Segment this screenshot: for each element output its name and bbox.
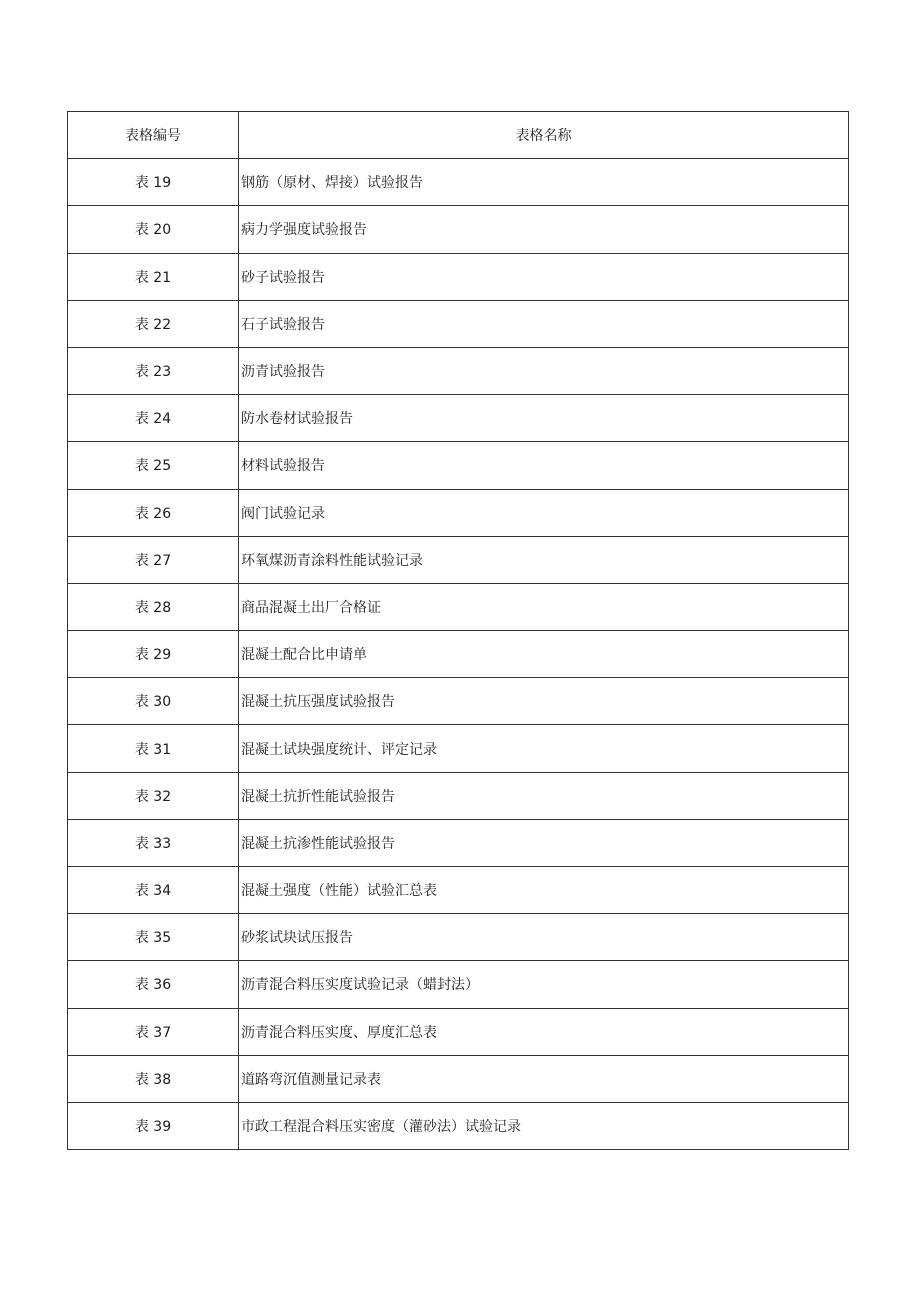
form-name: 环氧煤沥青涂料性能试验记录 — [239, 536, 849, 583]
form-number: 表 23 — [68, 347, 239, 394]
table-row — [68, 1008, 849, 1055]
form-number: 表 27 — [68, 536, 239, 583]
header-form-name: 表格名称 — [239, 112, 849, 159]
form-name: 防水卷材试验报告 — [239, 395, 849, 442]
form-number: 表 35 — [68, 914, 239, 961]
table-row — [68, 772, 849, 819]
form-number: 表 24 — [68, 395, 239, 442]
form-number: 表 32 — [68, 772, 239, 819]
form-number: 表 20 — [68, 206, 239, 253]
form-name: 混凝土试块强度统计、评定记录 — [239, 725, 849, 772]
form-name: 病力学强度试验报告 — [239, 206, 849, 253]
table-row — [68, 347, 849, 394]
table-row — [68, 914, 849, 961]
form-number: 表 31 — [68, 725, 239, 772]
form-name: 沥青混合料压实度试验记录（蜡封法） — [239, 961, 849, 1008]
form-number: 表 38 — [68, 1055, 239, 1102]
form-name: 材料试验报告 — [239, 442, 849, 489]
form-number: 表 28 — [68, 583, 239, 630]
table-row — [68, 631, 849, 678]
form-number: 表 34 — [68, 867, 239, 914]
form-name: 商品混凝土出厂合格证 — [239, 583, 849, 630]
table-row — [68, 395, 849, 442]
form-number: 表 36 — [68, 961, 239, 1008]
table-row — [68, 159, 849, 206]
table-row — [68, 300, 849, 347]
table-header-row — [68, 112, 849, 159]
form-number: 表 37 — [68, 1008, 239, 1055]
form-number: 表 19 — [68, 159, 239, 206]
table-row — [68, 867, 849, 914]
form-name: 阀门试验记录 — [239, 489, 849, 536]
table-row — [68, 489, 849, 536]
header-form-number: 表格编号 — [68, 112, 239, 159]
form-name: 钢筋（原材、焊接）试验报告 — [239, 159, 849, 206]
form-name: 混凝土抗折性能试验报告 — [239, 772, 849, 819]
table-row — [68, 583, 849, 630]
form-name: 混凝土抗压强度试验报告 — [239, 678, 849, 725]
form-number: 表 33 — [68, 819, 239, 866]
table-row — [68, 725, 849, 772]
form-number: 表 21 — [68, 253, 239, 300]
form-name: 混凝土强度（性能）试验汇总表 — [239, 867, 849, 914]
form-name: 混凝土配合比申请单 — [239, 631, 849, 678]
form-name: 砂子试验报告 — [239, 253, 849, 300]
form-name: 道路弯沉值测量记录表 — [239, 1055, 849, 1102]
form-name: 石子试验报告 — [239, 300, 849, 347]
table-row — [68, 253, 849, 300]
form-number: 表 30 — [68, 678, 239, 725]
form-number: 表 39 — [68, 1102, 239, 1149]
table-row — [68, 442, 849, 489]
table-row — [68, 1102, 849, 1149]
form-name: 沥青混合料压实度、厚度汇总表 — [239, 1008, 849, 1055]
table-row — [68, 536, 849, 583]
table-row — [68, 678, 849, 725]
form-number: 表 26 — [68, 489, 239, 536]
form-number: 表 25 — [68, 442, 239, 489]
table-row — [68, 961, 849, 1008]
form-number: 表 22 — [68, 300, 239, 347]
table-row — [68, 206, 849, 253]
form-number: 表 29 — [68, 631, 239, 678]
table-row — [68, 1055, 849, 1102]
form-name: 砂浆试块试压报告 — [239, 914, 849, 961]
table-row — [68, 819, 849, 866]
form-name: 市政工程混合料压实密度（灌砂法）试验记录 — [239, 1102, 849, 1149]
form-index-table — [67, 111, 849, 1150]
form-name: 混凝土抗渗性能试验报告 — [239, 819, 849, 866]
form-name: 沥青试验报告 — [239, 347, 849, 394]
